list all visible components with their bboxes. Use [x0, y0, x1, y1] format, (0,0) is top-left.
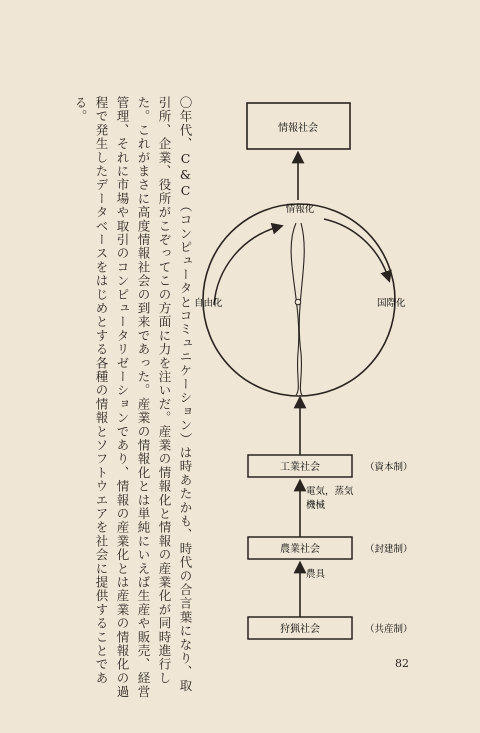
- tools-label: 農具: [306, 569, 326, 580]
- hunting-society-label: 狩猟社会: [280, 624, 320, 635]
- text-line: る。: [73, 96, 88, 124]
- text-line: 管理、それに市場や取引のコンピュータリゼーションであり、情報の産業化とは産業の情報化の過: [115, 96, 130, 699]
- internationalization-label: 国際化: [377, 298, 406, 309]
- text-line: 引所、企業、役所がこぞってこの方面に力を注いだ。産業の情報化と情報の産業化が同時進行し: [157, 96, 172, 686]
- text-line: 〇年代、C&C（コンピュータとコミュニケーション）は時あたかも、時代の合言葉になり、取: [178, 96, 193, 693]
- inner-line-left: [291, 223, 299, 395]
- text-line: た。これがまさに高度情報社会の到来であった。産業の情報化とは単純にいえば生産や販売、経営: [136, 96, 151, 699]
- cycle-arrow-right: [324, 219, 388, 277]
- machinery-label: 機械: [306, 500, 326, 511]
- information-society-label: 情報社会: [278, 123, 318, 134]
- society-evolution-diagram: [190, 95, 445, 655]
- page-number: 82: [395, 657, 409, 670]
- cycle-arrow-left: [214, 227, 278, 305]
- body-text: [42, 96, 193, 699]
- feudalism-label: （封建制）: [365, 544, 413, 555]
- capitalism-label: （資本制）: [365, 462, 413, 473]
- communism-label: （共産制）: [365, 624, 413, 635]
- liberalization-label: 自由化: [194, 298, 223, 309]
- agricultural-society-label: 農業社会: [280, 544, 320, 555]
- text-line: 程で発生したデータベースをはじめとする各種の情報とソフトウエアを社会に提供することであ: [94, 96, 109, 686]
- steam-label: 電気，蒸気: [306, 486, 354, 497]
- center-node: [295, 299, 301, 305]
- industrial-society-label: 工業社会: [280, 462, 320, 473]
- informatization-label: 情報化: [285, 204, 315, 215]
- inner-line-right: [299, 223, 304, 395]
